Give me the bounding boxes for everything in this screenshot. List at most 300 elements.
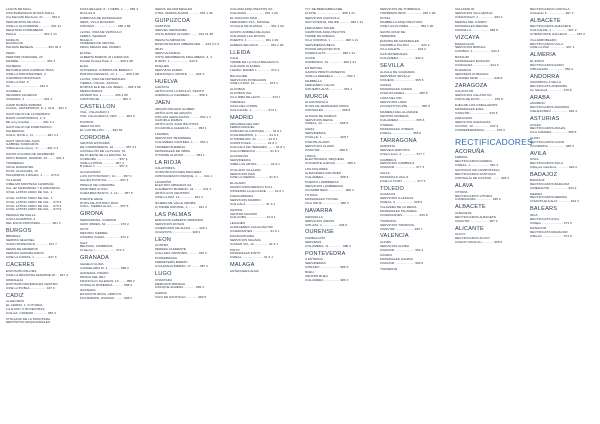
entry-line: CENTRO MAIRENA <box>380 113 409 118</box>
directory-entry <box>230 101 296 113</box>
entry-line: PALMERA <box>6 64 21 69</box>
entry-line: CASTELLÓN DE LA PLANA, 51 <box>80 148 126 153</box>
directory-entry <box>305 57 371 65</box>
entry-line: EDIFICIOS ALBERTO ARMANDO <box>155 218 204 222</box>
entry-line: C/MIRANDA, 31 ............... 968 1 21 <box>305 60 357 65</box>
city-heading: BALEARS <box>530 206 558 213</box>
directory-entry <box>155 65 221 77</box>
entry-line: TOTANA <box>305 193 318 198</box>
entry-line: C/BELMO MONTESA CAMPANÍA <box>6 182 54 187</box>
entry-line: ALCANVIDOS <box>80 169 101 174</box>
city-heading: MADRID <box>230 115 254 121</box>
entry-line: PARTIDA PERLETA, 13, 1 ........ 966 4 88 <box>80 71 139 76</box>
entry-line: RECTIFICADOS SANTIAGO <box>455 172 496 177</box>
entry-line: LEGANÉS <box>230 220 245 225</box>
entry-line: BALAGUER <box>230 73 248 78</box>
entry-line: SERVICIOS MAS <box>230 171 256 176</box>
entry-line: EUROPA DE MATERIALES <box>380 39 420 44</box>
entry-line: C/ALAMIO ALFARES <box>230 64 261 69</box>
entry-line: CAROBIAN MONTALES <box>6 75 41 80</box>
city-heading: NAVARRA <box>305 208 333 215</box>
entry-line: C/SANTA EULALIA ............. 924 3 <box>530 199 579 204</box>
entry-line: GANDIA <box>380 253 393 258</box>
entry-line: SALT <box>80 240 88 245</box>
directory-entry <box>305 80 371 92</box>
entry-line: SERVICIOS ALZIRA <box>380 243 410 248</box>
directory-entry <box>455 104 521 116</box>
entry-line: C/REAL, 12 .................. 968 6 <box>305 121 349 126</box>
entry-line: LORA DEL RIO <box>380 96 402 101</box>
entry-line: BASAURI <box>455 54 469 59</box>
entry-line: MADREL ............................. 961 3 <box>6 58 56 63</box>
entry-line: TORRIJOS <box>380 218 396 223</box>
entry-line: ALGECIRAS <box>6 299 25 304</box>
entry-line: C/ELEXONDO .................. 945 3 <box>530 109 577 114</box>
entry-line: C/MENACHO ................... 924 2 <box>530 186 577 191</box>
entry-line: DE amy (Lleidá) .............. 961 3 1 <box>6 119 55 124</box>
entry-line: MATERIALES TALAVERA <box>380 209 417 214</box>
directory-entry <box>155 181 221 201</box>
entry-line: EJEA DE LOS CABALLEROS <box>455 102 498 107</box>
entry-line: C/ANDRA MARI ................ 946 8 <box>455 75 503 80</box>
entry-line: C/MAJOR ..................... 962 4 <box>380 247 424 252</box>
entry-line: CHANTADA <box>155 277 173 282</box>
directory-entry <box>230 44 296 48</box>
entry-line: C/DE LA DEEDELA .............. 952 1 <box>305 73 356 78</box>
directory-entry <box>6 90 72 102</box>
directory-entry <box>305 194 371 206</box>
entry-line: C/CALLE DE ALAMAS ........ 961 1 00 <box>230 24 284 29</box>
entry-line: T.H. DE BERNABRIGARE <box>305 7 343 11</box>
entry-line: PONCE ARQUITECTOS <box>305 46 340 51</box>
directory-entry <box>155 25 221 37</box>
entry-line: VIAL VILLAGRAN A, DEP ......... 964 5 <box>80 114 135 119</box>
entry-line: PEREDA CLEMENTE <box>155 247 187 252</box>
directory-entry <box>455 233 521 245</box>
directory-entry <box>80 228 146 240</box>
entry-line: NAJERA DE VALLE ARRIBA <box>155 200 196 205</box>
directory-entry <box>455 169 521 181</box>
entry-line: SERVIANA ZARRA <box>155 68 183 73</box>
entry-line: SERVIMAS <box>305 239 322 244</box>
entry-line: C/TORRE ALONSO ............. 953 1 <box>155 152 205 157</box>
directory-entry <box>455 43 521 55</box>
entry-line: METODO IVERREL <box>80 231 109 236</box>
entry-line: C/NUEVA ...................... 955 6 <box>380 77 424 82</box>
entry-line: PUERTO LUMBRERAS <box>305 180 339 185</box>
entry-line: C/a Marzañil Monforte, 31 ........ 961 6 <box>6 14 60 19</box>
city-heading: ANDORRA <box>530 73 560 80</box>
entry-line: RECTIFICADOS EJIDO <box>530 62 564 67</box>
entry-line: C/Barcelona (Ayui) - 3 ......... 961 3 1 <box>6 146 59 151</box>
entry-line: CAMAS <box>380 83 392 88</box>
entry-line: SERVICIOS CAMBRILS <box>380 161 415 166</box>
entry-line: SERVICIOS DE TORRESOL <box>380 7 421 11</box>
entry-line: C/Jaume I ...................... 972 2 <box>80 248 125 253</box>
entry-line: C/DE LA PRINTAMORES, 3 <box>6 71 46 76</box>
entry-line: C/a. del MARIANDEL Y E ANDANOAL <box>6 186 61 191</box>
entry-line: AMURRIO <box>530 101 545 106</box>
entry-line: C/REAL, 5 ................... 925 5 <box>380 199 423 204</box>
entry-line: RECTIFICADOS ALBACETE <box>455 214 496 219</box>
entry-line: FLIOTE ........................... 968 1 21 <box>305 10 355 15</box>
entry-line: MARBELLA <box>305 79 322 84</box>
directory-entry <box>155 133 221 145</box>
entry-line: SERVICIOS AGRICOLA <box>305 16 340 21</box>
entry-line: CONSTRUCCIONES PEGUERA <box>155 170 202 175</box>
entry-line: GEGELO ALIMA <box>80 261 104 266</box>
entry-line: C/ALAMEDA ................. 922 2 <box>380 56 424 61</box>
entry-line: C/MAYOR .................... 968 5 <box>305 148 348 153</box>
directory-entry <box>530 39 596 51</box>
directory-entry <box>80 198 146 210</box>
entry-line: AVILES <box>530 122 541 127</box>
city-heading: TOLEDO <box>380 185 405 192</box>
entry-line: PALVAMRAS 2 BALES, 1 ........ 973 6 <box>6 172 60 177</box>
column-6 <box>380 8 446 420</box>
directory-entry <box>305 237 371 249</box>
entry-line: MEDINA DEL CAMPO <box>455 20 487 25</box>
entry-line: C/NAGUSIA .................. 944 4 <box>455 62 499 67</box>
entry-line: LAGOS DE MALL <box>6 7 32 11</box>
entry-line: CASA DEL COSPE <box>230 104 258 109</box>
directory-entry <box>380 172 446 184</box>
entry-line: RECTIFICADOS MERIDA <box>530 195 567 200</box>
entry-line: SERVIEL SERRAMBA <box>155 28 187 33</box>
directory-entry <box>80 242 146 254</box>
directory-entry <box>305 67 371 79</box>
entry-line: MATERIALES EJEA <box>455 106 484 111</box>
directory-entry <box>455 156 521 168</box>
entry-line: C/GALL, MATEPOROS, 9, 1, ALN ... 961 3 <box>6 106 67 111</box>
entry-line: SERVICIOS ALAMO <box>305 144 335 149</box>
entry-line: PUENTE GENIL <box>80 196 104 201</box>
directory-entry <box>380 40 446 52</box>
entry-line: DE PUENTE DE LA ENCINA, 51 <box>80 152 127 157</box>
directory-entry <box>155 167 221 179</box>
directory-entry <box>380 17 446 29</box>
directory-entry <box>80 263 146 271</box>
directory-entry <box>6 179 72 195</box>
city-heading: MURCIA <box>305 93 329 100</box>
entry-line: C/SANT NICOLAU ............ 965 5 <box>455 239 503 244</box>
directory-entry <box>80 171 146 183</box>
entry-line: C/DE LA CORT ............... 977 6 <box>380 178 426 183</box>
directory-entry <box>80 142 146 169</box>
entry-line: FUSA REALES 'A', 1 DEBS, 1 ...... 966 4 <box>80 7 138 11</box>
directory-entry <box>230 123 296 154</box>
city-heading: SEVILLA <box>380 63 405 70</box>
entry-line: Lol E PAH. 5 NOVESTRAS <box>6 307 45 312</box>
entry-line: MATERIALES CAMAS <box>380 86 413 91</box>
entry-line: C/DUQUE ALMENA ............ 982 4 <box>155 285 204 290</box>
entry-line: DELETASS FORRABEAR <box>6 28 43 33</box>
entry-line: EXPOSIÓN MATERIALES CENTRO <box>6 281 58 286</box>
entry-line: C/INDEPENDENCIA ............ 976 3 <box>455 127 505 132</box>
entry-line: TORREDAN <box>6 161 24 166</box>
city-heading: ALICANTE <box>455 225 484 232</box>
directory-entry <box>230 57 296 73</box>
entry-line: EGOSQUIS <box>6 41 23 46</box>
entry-line: DEL ESOS FRONTERA ............ 961 3 <box>6 220 61 225</box>
entry-line: FERRA MANUEL <box>230 125 255 130</box>
entry-line: PERHIOR NUMANDE, 23 <box>6 54 43 59</box>
entry-line: LLEIDA, MARES 1 .............. 973 1 <box>230 68 280 73</box>
directory-entry <box>530 81 596 93</box>
directory-entry <box>6 8 72 20</box>
directory-entry <box>380 53 446 61</box>
entry-line: SERVICIOS CALATAYUD <box>455 93 492 98</box>
city-heading: ALMERIA <box>530 52 556 59</box>
entry-line: C/ALAMEDA ................. 986 3 <box>305 278 349 283</box>
entry-line: AVENIDA LA CARRERA ......... 959 3 <box>155 93 208 98</box>
directory-entry <box>305 17 371 25</box>
entry-line: C/VAL LATINO ANDO DE VAL ... 973 9 <box>6 207 62 212</box>
directory-entry <box>380 268 446 272</box>
city-heading: AVILA <box>530 150 547 157</box>
entry-line: EL CASTELLON ........ 964 56 <box>80 127 123 132</box>
directory-entry <box>230 270 296 274</box>
column-1 <box>6 8 72 420</box>
entry-line: EL ALAMO <box>230 180 246 185</box>
entry-line: VISTA ORROBERAS FRALABERA, 3, 4 <box>155 54 212 59</box>
entry-line: C/MOSTOLES ................. 91 8 1 <box>230 141 277 146</box>
directory-entry <box>305 115 371 127</box>
entry-line: PUERTO, 1 ................... 961 1 00 <box>230 37 279 42</box>
directory-entry <box>230 17 296 29</box>
directory-entry <box>6 248 72 260</box>
entry-line: GIJON <box>530 135 540 140</box>
entry-line: ESTACIÓN MOVA, ARROYO <box>80 292 122 297</box>
directory-entry <box>230 249 296 261</box>
column-7 <box>455 7 533 420</box>
entry-line: ALZIRA <box>380 239 392 244</box>
directory-entry <box>80 8 146 16</box>
directory-entry <box>155 39 221 47</box>
entry-line: FUENLABRADA <box>230 194 254 199</box>
directory-entry <box>80 111 146 119</box>
entry-line: RETIABLE MAS GARRIGA TRAS <box>6 68 54 73</box>
entry-line: C/ROSAS ........................ 966 4 88 <box>80 24 131 29</box>
entry-line: C/DE LA ALCORENSE ............ 961 31 <box>6 24 61 29</box>
entry-line: C/ALAMEDA .................. 955 6 <box>380 117 425 122</box>
directory-entry <box>530 25 596 37</box>
entry-line: C/MAYOR .................... 976 6 <box>455 110 498 115</box>
entry-line: C/DE LA REVISTRA FENANDE 40 ... 927 3 <box>6 272 68 277</box>
directory-entry <box>6 39 72 51</box>
entry-line: C/DE LA PAZ, 6 <box>6 79 29 84</box>
entry-line: C/RÚA DE DATO ............... 976 8 <box>455 97 503 102</box>
entry-line: BASKONTALDAS INBERGOEN .... 943 3 0 3 <box>155 41 220 46</box>
entry-line: EL EJIDO <box>530 58 545 63</box>
directory-entry <box>230 222 296 234</box>
entry-line: LUIS FOTONOSOUY, 12 ....... 957 4 <box>80 173 132 178</box>
directory-entry <box>155 48 221 64</box>
entry-line: C/Bosch ...................... 971 5 <box>530 233 572 238</box>
directory-entry <box>6 52 72 64</box>
entry-line: DURANGO <box>455 68 472 73</box>
entry-line: RECTIFICADOS AVILA <box>530 160 564 165</box>
entry-line: RECTIFICADOS CASTILLA <box>530 7 570 11</box>
entry-line: ARTÍCULOS CENTROS <box>155 191 190 196</box>
entry-line: TIERRA, VISUAL, ASOCIA <box>80 81 119 86</box>
entry-line: MANACOR <box>530 226 547 231</box>
entry-line: AMPOSTA <box>380 144 396 149</box>
entry-line: CTRA. MARRA ALMAR ........... 981 1 06 <box>155 10 213 15</box>
entry-line: MATERIALES TOTANA <box>305 197 339 202</box>
city-heading: HUELVA <box>155 78 178 85</box>
entry-line: POTA: ALVACARS, 15 <box>6 169 38 174</box>
entry-line: C/MERCADO DE ALFAS ........ 928 1 <box>155 225 208 230</box>
directory-entry <box>305 141 371 153</box>
entry-line: FABRICAS DE MATERIALES <box>80 16 122 21</box>
directory-entry <box>6 153 72 161</box>
entry-line: LLOSA, VIRA DE MATERIALES <box>80 77 126 82</box>
entry-line: RECTIFICADOS AVILES <box>530 126 566 131</box>
entry-line: SERVICIOS ROSAS <box>155 221 185 226</box>
entry-line: Av. Meritxell ................ 376 8 <box>530 87 572 92</box>
city-heading: CADIZ <box>6 292 24 299</box>
entry-line: SERA, VILLA ROSARIO <box>80 20 115 25</box>
entry-line: AVILA <box>530 157 539 162</box>
entry-line: SANTA COLOMA DE GRAMENET <box>6 151 55 156</box>
entry-line: SERVIREMAS <box>305 261 326 266</box>
directory-entry <box>380 97 446 109</box>
entry-line: PERNAS SANDRAJANOS <box>6 251 44 256</box>
entry-line: C/VALLE, 1 ................... 968 7 <box>305 134 349 139</box>
entry-line: C/PROGRESIVO PARQUE, 1 ...... 941 1 <box>155 174 213 179</box>
entry-line: CENTRO ESTRAMA <box>80 141 110 146</box>
entry-line: LINARES <box>155 131 169 136</box>
entry-line: SERVICIOS REINA <box>305 117 333 122</box>
city-heading: CASTELLON <box>80 103 116 110</box>
entry-line: UTRERA <box>380 123 394 127</box>
entry-line: BRIMEGA <box>6 234 21 239</box>
entry-line: MARTINEZ AYUSO <box>80 187 108 192</box>
entry-line: SERVICIOS ANDOS <box>305 218 335 223</box>
entry-line: OSS BARIZADOS ROSAS MALLL <box>6 10 55 15</box>
entry-line: LOGROÑO <box>155 179 172 184</box>
entry-line: ELECTROMAS, REQUENA <box>305 157 345 162</box>
entry-line: INCA <box>530 212 538 217</box>
directory-entry <box>230 155 296 167</box>
entry-line: SANTIAGO DE COMPOSTELA <box>455 168 500 173</box>
entry-line: A ESTRADA <box>305 257 323 262</box>
entry-line: RECTIFICADOS VILLA <box>530 41 564 46</box>
entry-line: SEMIS DE ARMEROS <box>6 247 38 252</box>
entry-line: EL CERRO, 1, FUTURDA <box>6 303 43 308</box>
section-title: RECTIFICADORES <box>455 136 533 147</box>
directory-entry <box>230 195 296 207</box>
directory-entry <box>80 65 146 77</box>
entry-line: C/CERVANTES .................. 91 6 1 <box>230 228 280 233</box>
entry-line: C/ALAMEDA ................. 968 5 <box>305 174 349 179</box>
directory-entry <box>80 219 146 227</box>
directory-entry <box>80 31 146 51</box>
city-heading: BADAJOZ <box>530 171 558 178</box>
entry-line: EXPOSIÓN PALOMA <box>6 268 37 273</box>
directory-entry <box>455 56 521 68</box>
entry-line: CARTAYA <box>155 85 170 90</box>
directory-entry <box>230 75 296 87</box>
entry-line: C/TORRE MONTIEL, 1 .......... 941 3 <box>155 204 207 209</box>
city-heading: CORDOBA <box>80 134 110 141</box>
entry-line: C/CAZORLA ALEGRAS ......... 953 1 <box>155 126 207 131</box>
directory-entry <box>6 104 72 112</box>
city-heading: ALBACETE <box>455 204 486 211</box>
entry-line: SERVICIOS LORA <box>380 100 407 105</box>
entry-line: OARTZUN <box>155 24 171 29</box>
entry-line: ELCHE <box>80 50 91 55</box>
entry-line: VITORIA <box>455 189 468 194</box>
entry-line: TÀRREGA <box>230 100 246 105</box>
entry-line: LORCA <box>305 153 316 158</box>
city-heading: LUGO <box>155 271 172 278</box>
entry-line: RECTIFICADOS AMURRIO <box>530 105 570 110</box>
entry-line: MERCADO BANDAS <box>155 281 186 286</box>
entry-line: C/CONSTITUCIÓN .............. 955 8 <box>380 104 430 109</box>
entry-line: GRANADA, PRADO <box>80 271 109 276</box>
entry-line: PRAG DEMAS DEL ORDRO <box>80 45 121 50</box>
entry-line: ALCALA DE GUADAIRA <box>380 69 415 74</box>
entry-line: C/DE LA PAZ ................. 967 1 <box>530 45 575 50</box>
entry-line: ARGANDA DEL REY <box>230 121 260 126</box>
directory-entry <box>380 206 446 218</box>
entry-line: C/SANTA MARIA ............... 955 6 <box>380 90 428 95</box>
column-4 <box>230 8 296 420</box>
entry-line: FEBRA, SERMAR <box>80 33 106 38</box>
entry-line: MATERIALES UTRERA <box>380 126 414 131</box>
entry-line: FCA BARRIO, ZURRAS ......... 958 2 <box>80 296 133 301</box>
directory-entry <box>305 271 371 283</box>
entry-line: GARCIA PRIETO ARNESTA <box>305 69 346 74</box>
entry-line: ILLESCAS <box>380 192 396 197</box>
city-heading: VIZCAYA <box>455 35 480 42</box>
entry-line: ARQUÍO PELADO ALABER <box>155 106 195 111</box>
entry-line: C/VAL LATINO ANDO DE VAL, 1 <box>6 190 53 195</box>
entry-line: VILLAFAM <box>6 178 22 183</box>
entry-line: CALE <box>230 56 239 61</box>
entry-line: CONTRA <box>155 243 169 248</box>
directory-entry <box>155 108 221 131</box>
entry-line: SERVICIOS BIZKAIA <box>455 45 486 50</box>
city-heading: VALENCIA <box>380 233 409 240</box>
directory-entry <box>155 202 221 210</box>
entry-line: RECTIFICADOS BADAJOZ <box>530 182 570 187</box>
entry-line: ALBACETE <box>455 210 472 215</box>
city-heading: GIRONA <box>80 211 104 218</box>
entry-line: C/ALAMAS LAS ROCAS <box>230 33 266 38</box>
entry-line: C/ALAMA ARQUITECTOS SA <box>230 7 273 11</box>
directory-entry <box>6 113 72 125</box>
entry-line: PERALTA AMPARAN <box>155 37 185 42</box>
directory-entry <box>530 158 596 170</box>
directory-entry <box>6 214 72 226</box>
entry-line: ANDORRA LA VELLA <box>530 80 562 85</box>
entry-line: RECTIFICATS INCA <box>530 216 560 221</box>
column-8 <box>530 8 596 420</box>
directory-entry <box>455 69 521 81</box>
entry-line: MATERIALES BASAURI <box>455 58 490 63</box>
entry-line: ADVERTICA, 1 ............. 966 4 88 <box>80 93 128 98</box>
entry-line: CALAHORRA <box>155 166 175 171</box>
city-heading: LEON <box>155 236 172 243</box>
entry-line: RECTIFICADOS VITORIA <box>455 193 493 198</box>
entry-line: RECTIFICADOS GIJON <box>530 139 565 144</box>
entry-line: SANT FELIO DE FORETAMICO <box>6 125 52 130</box>
city-heading: JAEN <box>155 100 171 107</box>
entry-line: C/ALLADA JOHANNIS ........... 987 2 <box>155 250 207 255</box>
